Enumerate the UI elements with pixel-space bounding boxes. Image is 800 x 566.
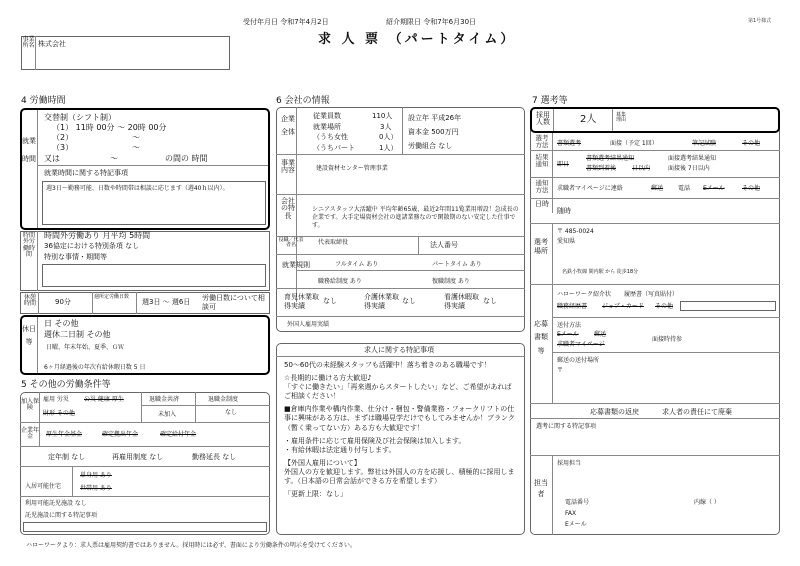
staff-ext: 内線（ ） <box>694 499 720 506</box>
special-notes <box>284 361 520 499</box>
notice-post: 郵送 <box>651 185 664 192</box>
notice-mypage: 求職者マイページに連絡 <box>557 185 623 192</box>
weekly-days-value: 週3日 〜 週6日 <box>142 298 191 306</box>
staff-email: Eメール <box>565 521 587 528</box>
work-hours-label: 就業時間 <box>22 137 36 164</box>
weekly-days-note: 労働日数について相談可 <box>202 294 265 311</box>
insurance-label: 加入保険 <box>21 398 40 412</box>
overtime-special: 特別な事情・期間等 <box>44 253 107 261</box>
childcare-note-box <box>23 522 267 532</box>
overtime-36: 36協定における特別条項 なし <box>44 242 140 250</box>
shift-title: 交替制（シフト制） <box>44 113 116 122</box>
place-route: 名鉄小牧線 間内駅 から 徒歩18分 <box>562 269 639 275</box>
or-tilde: 〜 <box>110 154 118 163</box>
special-p9: 「更新上限：なし」 <box>284 490 347 499</box>
hire-count-label: 採用人数 <box>536 111 550 127</box>
part-label: （うちパート <box>313 144 355 152</box>
notice-email: Eメール <box>703 185 725 192</box>
childcare-note-label: 託児施設に関する特記事項 <box>25 512 98 519</box>
foreign-record: 外国人雇用実績 <box>287 321 330 328</box>
capital: 資本金 500万円 <box>408 128 459 136</box>
part-value: 1人） <box>379 144 398 152</box>
rep-value: 代表取締役 <box>318 239 349 246</box>
hire-count-value: 2人 <box>580 114 597 125</box>
shift-3-tilde: 〜 <box>132 143 140 152</box>
staff-phone: 電話番号 <box>565 499 590 506</box>
result-same-day: 即日 <box>557 161 570 168</box>
or-line: 又は <box>44 154 60 163</box>
sec5-title: 5 その他の労働条件等 <box>21 380 111 390</box>
childcare-leave-value: なし <box>323 297 337 305</box>
method-label: 選考方法 <box>535 134 549 149</box>
place-zip: 〒 485-0024 <box>557 228 594 235</box>
rules-full: フルタイム あり <box>335 261 379 268</box>
childcare-facility: 利用可能託児施設 なし <box>25 500 87 507</box>
special-p8: 外国人の方を歓迎します。弊社は外国人の方を応援し、積極的に採用します。（日本語の日常会話ができる方を希望します） <box>284 467 515 486</box>
receipt-date: 受付年月日 令和7年4月2日 <box>243 18 329 26</box>
business-label: 事業内容 <box>281 159 295 175</box>
result-interview-after: 面接後 7日以内 <box>668 165 710 172</box>
weekly-days-label: 週所定労働日数 <box>94 294 130 300</box>
insurance-c: 財形 その他 <box>43 410 75 417</box>
holiday-2: 週休二日制 その他 <box>44 330 111 339</box>
post-label: 郵送の送付場所 <box>557 357 600 364</box>
shift-1: （1） 11時 00分 〜 20時 00分 <box>52 123 167 132</box>
holiday-3: 日曜、年末年始、夏季、ＧＷ <box>46 344 125 351</box>
referral-deadline: 紹介期限日 令和7年6月30日 <box>386 18 477 26</box>
docs-label: 応募書類等 <box>534 320 548 355</box>
annual-leave: 6ヶ月経過後の年次有給休暇日数 5 日 <box>44 364 146 371</box>
pension-a: 厚生年金基金 <box>46 431 83 438</box>
workplace-value: 3人 <box>380 123 392 131</box>
overtime-avg: 時間外労働あり 月平均 5時間 <box>44 231 151 240</box>
special-p1: 50〜60代の未経験スタッフも活躍中！落ち着きのある職場です！ <box>284 361 491 369</box>
holiday-label: 休日等 <box>22 325 36 346</box>
housing-label: 入居可能住宅 <box>25 483 62 490</box>
shift-3: （3） <box>52 143 74 152</box>
method-written: 筆記試験 <box>692 140 717 147</box>
break-value: 90分 <box>55 298 71 306</box>
special-p6: ・有給休暇は法定通り付与します。 <box>284 445 396 454</box>
sec6-title: 6 会社の情報 <box>276 96 330 106</box>
special-p7: 【外国人雇用について】 <box>284 458 361 467</box>
return-value: 求人者の責任にて廃棄 <box>662 408 732 416</box>
established: 設立年 平成26年 <box>408 114 462 122</box>
result-label: 結果通知 <box>535 153 549 168</box>
shift-2-tilde: 〜 <box>132 133 140 142</box>
doc-jobcard: ジョブ・カード <box>602 303 644 310</box>
send-post: 郵送 <box>594 331 607 338</box>
doc-referral: ハローワーク紹介状 <box>557 291 612 298</box>
housing-single: 単身用 あり <box>80 472 112 479</box>
date-value: 随時 <box>557 207 571 215</box>
result-docs-after: 書類到着後 <box>586 165 617 172</box>
rules-part: パートタイム あり <box>432 261 482 268</box>
break-label: 休憩時間 <box>23 294 36 308</box>
doc-other: その他 <box>655 303 674 310</box>
date-label: 日時 <box>535 200 549 208</box>
result-docs: 書類選考結果通知 <box>586 155 635 162</box>
special-p5: ・雇用条件に応じて雇用保険及び社会保険は加入します。 <box>284 436 466 445</box>
footer-note: ハローワークより：求人票は雇用契約書ではありません。採用時には必ず、書面により労働条件の明示を受けてください。 <box>26 542 356 549</box>
send-label: 送付方法 <box>557 322 582 329</box>
holiday-1: 日 その他 <box>44 319 79 328</box>
method-docs: 書類選考 <box>557 140 582 147</box>
feature-label: 会社の特長 <box>281 197 295 220</box>
notice-phone: 電話 <box>678 185 691 192</box>
method-other: その他 <box>742 140 761 147</box>
office-label: 事業所名 <box>22 36 35 50</box>
female-label: （うち女性 <box>313 133 348 141</box>
insurance-b: 公災 健康 厚生 <box>84 396 124 403</box>
notice-label: 通知方法 <box>535 179 549 194</box>
duty-pay: 職務給制度 あり <box>318 278 362 285</box>
sec4-title: 4 労働時間 <box>21 96 66 106</box>
housing-family: 世帯用 あり <box>80 485 112 492</box>
care-leave-value: なし <box>402 297 416 305</box>
doc-career: 職務経歴書 <box>557 303 588 310</box>
retire-age: 定年制 なし <box>48 453 86 461</box>
result-interview: 面接選考結果通知 <box>668 155 717 162</box>
nursing-leave-value: なし <box>483 297 497 305</box>
result-docs-days: 日以内 <box>632 165 651 172</box>
overtime-label: 時間外労働時間 <box>22 232 35 258</box>
reinstatement: 復職制度 あり <box>432 278 470 285</box>
retire-mutual-label: 退職金共済 <box>149 396 180 403</box>
form-number: 第1号様式 <box>748 18 772 24</box>
pension-c: 確定給付年金 <box>160 431 197 438</box>
hours-special-label: 就業時間に関する特記事項 <box>44 169 128 177</box>
special-p3: 「すぐに働きたい」「再来週からスタートしたい」など、ご希望があれば ご相談ください！ <box>284 383 512 401</box>
company-feature: シニアスタッフ大活躍中 平均年齢65歳、最近2年間11覧業用増設！急成長の企業です。大手定場資材会社の進諸業務なので閑散期のない安定した仕事です。 <box>312 206 519 229</box>
retire-system-label: 退職金制度 <box>208 396 239 403</box>
office-name: 株式会社 <box>38 40 66 48</box>
send-email: Eメール <box>557 331 579 338</box>
employees-label: 従業員数 <box>313 112 341 120</box>
company-label: 企業全体 <box>281 115 295 137</box>
or-between: の間の 時間 <box>165 154 208 163</box>
selection-special: 選考に関する特記事項 <box>536 423 597 430</box>
retire-system-value: なし <box>225 409 238 416</box>
employees-value: 110人 <box>372 112 393 120</box>
staff-label: 担当者 <box>534 479 548 498</box>
rules-label: 就業規則 <box>282 261 310 269</box>
rep-label: 役職／代表者名 <box>278 237 304 249</box>
notice-other: その他 <box>742 185 761 192</box>
extension: 勤務延長 なし <box>192 453 237 461</box>
return-label: 応募書類の返戻 <box>590 408 639 416</box>
doc-resume: 履歴書（写真貼付） <box>624 291 679 298</box>
special-p2: ☆長期的に働ける方大歓迎♪ <box>284 374 372 383</box>
post-value: 〒 <box>557 367 564 374</box>
care-leave-label: 介護休業取得実績 <box>364 293 399 310</box>
page-title: 求 人 票 （パートタイム） <box>318 32 517 47</box>
rehire: 再雇用制度 なし <box>112 453 164 461</box>
staff-fax: FAX <box>565 510 577 517</box>
special-title: 求人に関する特記事項 <box>364 346 434 354</box>
corp-no-label: 法人番号 <box>430 241 458 249</box>
send-bring: 面接時持参 <box>652 336 683 343</box>
place-label: 選考場所 <box>534 238 548 256</box>
overtime-special-box <box>42 264 266 287</box>
workplace-label: 就業場所 <box>313 123 341 131</box>
place-pref: 愛知県 <box>557 238 576 245</box>
shift-2: （2） <box>52 133 74 142</box>
special-p4: ■倉庫内作業や構内作業、仕分け・梱包・警備業務・フォークリフトの仕事に興味がある方は、まずは職場見学だけでもしてみませんか！ブランク（暫く乗ってない方）ある方も大歓迎です！ <box>284 405 515 432</box>
selection-box <box>530 107 780 535</box>
nursing-leave-label: 看護休暇取得実績 <box>444 293 479 310</box>
hours-special-text: 週3日〜勤務可能、日数や時間帯は相談に応じます（週40ｈ以内）。 <box>46 185 229 192</box>
female-value: 0人） <box>379 133 398 141</box>
business-content: 建設資材センター管理事業 <box>316 165 388 172</box>
staff-role: 採用担当 <box>557 460 582 467</box>
pension-b: 確定拠出年金 <box>102 431 139 438</box>
labor-union: 労働組合 なし <box>408 142 453 150</box>
reason-label: 募集理由 <box>615 112 626 124</box>
hire-count-box <box>530 107 780 133</box>
retire-mutual-value: 未加入 <box>158 411 177 418</box>
doc-other-box <box>680 301 776 311</box>
sec7-title: 7 選考等 <box>532 96 568 106</box>
send-mypage: 求職者マイページ <box>557 341 605 348</box>
pension-label: 企業年金 <box>21 427 40 441</box>
insurance-a: 雇用 労災 <box>43 396 69 403</box>
childcare-leave-label: 育児休業取得実績 <box>284 293 319 310</box>
method-interview: 面接（予定 1回） <box>610 140 658 147</box>
